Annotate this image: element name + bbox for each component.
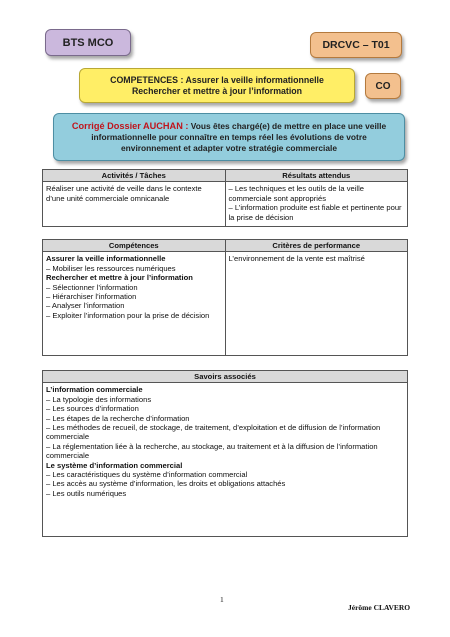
result-item: – L’information produite est fiable et pertinente pour la prise de décision <box>228 203 402 222</box>
competence-item: Rechercher et mettre à jour l’information <box>46 273 193 283</box>
drcvc-badge: DRCVC – T01 <box>310 32 402 58</box>
competences-table <box>42 239 408 356</box>
competence-item: – Analyser l’information <box>46 301 125 311</box>
competence-item: – Sélectionner l’information <box>46 282 138 292</box>
result-item: – Les techniques et les outils de la veille commerciale sont appropriés <box>228 184 365 203</box>
savoir-item: – Les étapes de la recherche d’information <box>46 413 190 423</box>
competence-item: – Hiérarchiser l’information <box>46 292 137 302</box>
competences-cell <box>43 252 226 356</box>
savoir-item: L’information commerciale <box>46 385 143 395</box>
criteria-header: Critères de performance <box>225 240 408 252</box>
competence-item: – Exploiter l’information pour la prise de décision <box>46 310 210 320</box>
activities-header: Activités / Tâches <box>43 170 226 182</box>
competences-line-2: Rechercher et mettre à jour l’information <box>131 85 303 96</box>
savoir-item: Le système d’information commercial <box>46 460 183 470</box>
corrige-text-block <box>64 121 394 154</box>
page-number: 1 <box>220 595 224 604</box>
bts-mco-badge: BTS MCO <box>45 29 131 56</box>
competence-item: Assurer la veille informationnelle <box>46 254 166 264</box>
savoir-item: – Les sources d’information <box>46 404 139 414</box>
activities-table <box>42 169 408 227</box>
author-name: Jérôme CLAVERO <box>348 603 411 612</box>
savoirs-table <box>42 370 408 537</box>
savoir-item: – Les outils numériques <box>46 488 127 498</box>
co-badge: CO <box>365 73 401 99</box>
results-header: Résultats attendus <box>225 170 408 182</box>
criteria-cell: L’environnement de la vente est maîtrisé <box>225 252 408 356</box>
competences-banner <box>79 68 355 103</box>
activity-cell: Réaliser une activité de veille dans le contexte d’une unité commerciale omnicanale <box>43 182 226 227</box>
competences-line-1: COMPETENCES : Assurer la veille informationnelle <box>110 74 324 85</box>
results-cell <box>225 182 408 227</box>
corrige-title: Corrigé Dossier AUCHAN : <box>71 120 189 131</box>
savoir-item: – La typologie des informations <box>46 394 152 404</box>
savoir-item: – La réglementation liée à la recherche, au stockage, au traitement et à la diffusion de l’information commerciale <box>46 441 378 461</box>
savoir-item: – Les méthodes de recueil, de stockage, de traitement, d’exploitation et de diffusion de l’information commerciale <box>46 423 381 442</box>
savoirs-header: Savoirs associés <box>43 371 408 383</box>
competences-header: Compétences <box>43 240 226 252</box>
savoir-item: – Les accès au système d’information, les droits et obligations attachés <box>46 479 286 489</box>
corrige-banner <box>53 113 405 161</box>
competence-item: – Mobiliser les ressources numériques <box>46 263 176 273</box>
savoir-item: – Les caractéristiques du système d’information commercial <box>46 470 248 480</box>
savoirs-cell <box>43 383 408 537</box>
corrige-description: Vous êtes chargé(e) de mettre en place une veille informationnelle pour connaître en temps réel les évolutions de votre environnement et adapter votre stratégie commerciale <box>91 120 387 153</box>
